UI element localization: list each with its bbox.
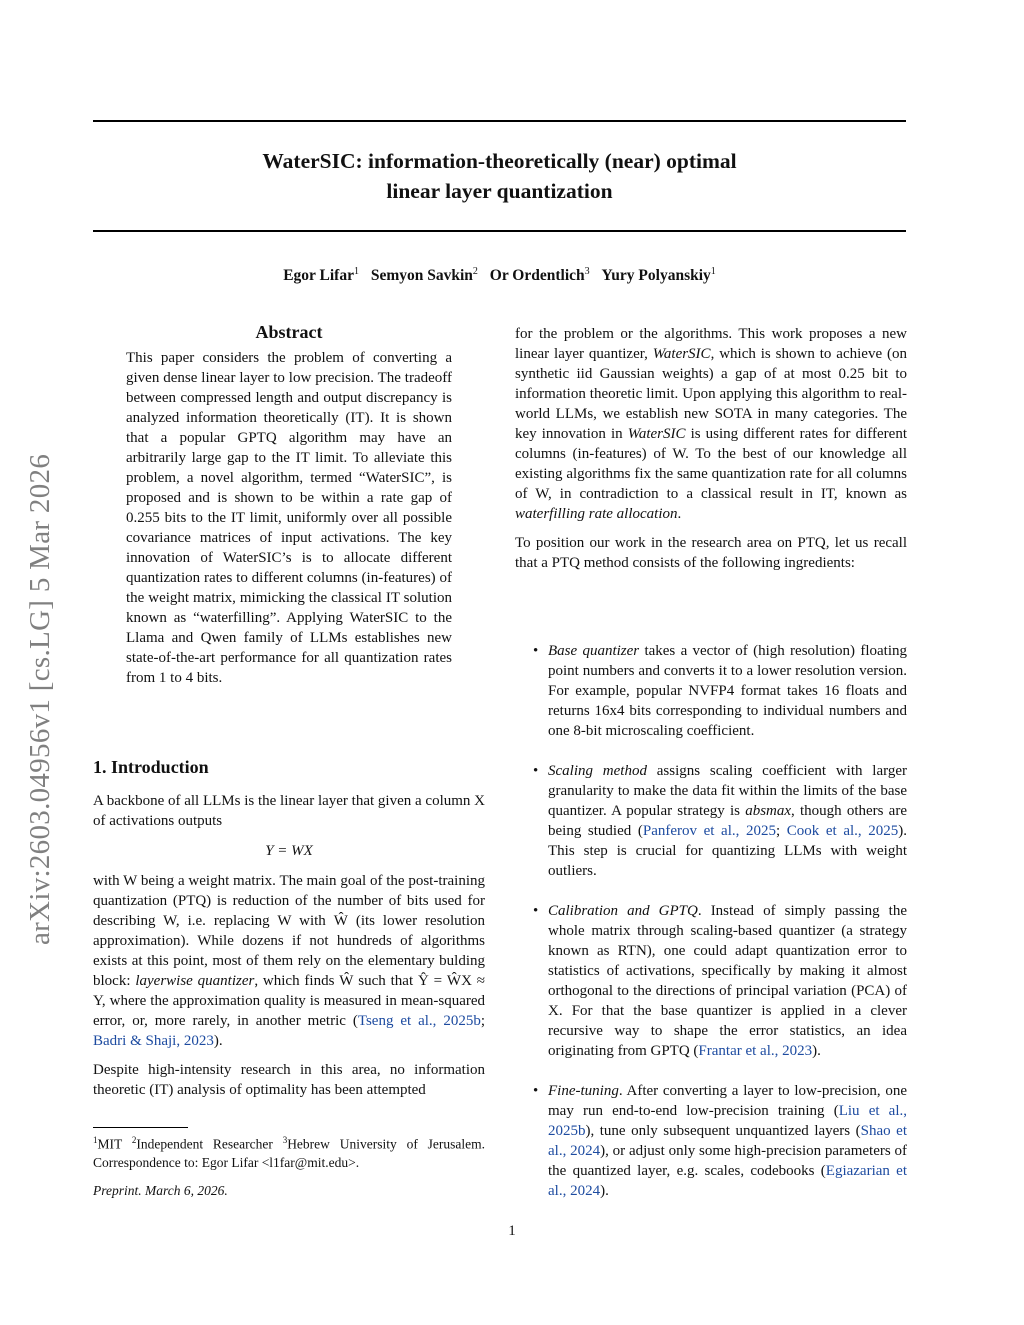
- citation-frantar[interactable]: Frantar et al., 2023: [698, 1043, 813, 1059]
- list-item-calibration-gptq: • Calibration and GPTQ. Instead of simply passing the whole matrix through scaling-based quantizer (a strategy known as RTN), one could adapt quantization error to statistics of activations, specifically by making it almost orthogonal to the directions of principal variation (PCA) of X. For that the base quantizer is applied in a clever recursive way to shape the error statistics, an idea originating from GPTQ (Frantar et al., 2023).: [533, 901, 907, 1061]
- intro-paragraph-1: A backbone of all LLMs is the linear layer that given a column X of activations outputs: [93, 793, 485, 829]
- citation-tseng[interactable]: Tseng et al., 2025b: [357, 1013, 481, 1029]
- citation-cook[interactable]: Cook et al., 2025: [786, 823, 899, 839]
- list-item-base-quantizer: • Base quantizer takes a vector of (high resolution) floating point numbers and converts it to a lower resolution version. For example, popular NVFP4 format takes 16 floats and returns 16x4 bits corresponding to individual numbers and one 8-bit microscaling coefficient.: [533, 641, 907, 741]
- page-number: 1: [508, 1223, 516, 1239]
- citation-egiazarian[interactable]: Egiazarian et al., 2024: [548, 1163, 908, 1199]
- citation-liu[interactable]: Liu et al., 2025b: [548, 1103, 907, 1139]
- affiliation-footnote: $^1$MIT $^2$Independent Researcher $^3$Hebrew University of Jerusalem. Correspondence to: Egor Lifar <l1far@mit.edu>.: [93, 1135, 485, 1170]
- right-paragraph-2: To position our work in the research area on PTQ, let us recall that a PTQ method consists of the following ingredients:: [515, 535, 907, 571]
- citation-panferov[interactable]: Panferov et al., 2025: [642, 823, 776, 839]
- author-2: Semyon Savkin$^2$: [370, 266, 478, 285]
- abstract-body: [126, 348, 452, 688]
- title-bottom-rule: [93, 230, 906, 232]
- footnote-rule: [93, 1127, 188, 1128]
- abstract-heading: Abstract: [255, 322, 323, 342]
- paper-title: [93, 146, 906, 206]
- abstract-text: This paper considers the problem of converting a given dense linear layer to low precision. The tradeoff between compressed length and output discrepancy is analyzed information theoretically (IT). It is shown that a popular GPTQ algorithm may have an arbitrarily large gap to the IT limit. To alleviate this problem, a novel algorithm, termed “WaterSIC”, is proposed and is shown to be within a rate gap of 0.255 bits to the IT limit, uniformly over all possible covariance matrices of input activations. The key innovation of WaterSIC’s is to allocate different quantization rates to different columns (in-features) of the weight matrix, mimicking the classical IT solution known as “waterfilling”. Applying WaterSIC to the Llama and Qwen family of LLMs establishes new state-of-the-art performance for all quantization rates from 1 to 4 bits.: [126, 350, 452, 686]
- author-list: [93, 266, 906, 285]
- right-paragraph-1: for the problem or the algorithms. This work proposes a new linear layer quantizer, WaterSIC, which is shown to achieve (on synthetic iid Gaussian weights) a gap of at most 0.25 bit to information theoretic limit. Upon applying this algorithm to real-world LLMs, we establish new SOTA in many categories. The key innovation in WaterSIC is using different rates for different columns (in-features) of W. To the best of our knowledge all existing algorithms fix the same quantization rate for all columns of W, in contradiction to a classical result in IT, known as waterfilling rate allocation.: [515, 326, 908, 522]
- author-1: Egor Lifar$^1$: [283, 266, 359, 285]
- title-line-1: WaterSIC: information-theoretically (near) optimal: [262, 149, 737, 173]
- preprint-date: Preprint. March 6, 2026.: [93, 1183, 228, 1198]
- list-item-scaling-method: • Scaling method assigns scaling coefficient with larger granularity to make the data fit within the limits of the base quantizer. A popular strategy is absmax, though others are being studied (Panferov et al., 2025; Cook et al., 2025). This step is crucial for quantizing LLMs with weight outliers.: [533, 761, 907, 881]
- author-3: Or Ordentlich$^3$: [489, 266, 590, 285]
- section-heading-introduction: 1. Introduction: [93, 757, 209, 777]
- arxiv-identifier: arXiv:2603.04956v1 [cs.LG] 5 Mar 2026: [24, 453, 56, 945]
- right-column-body: [515, 324, 907, 573]
- introduction-body: [93, 791, 485, 1100]
- citation-shao[interactable]: Shao et al., 2024: [548, 1123, 908, 1159]
- author-4: Yury Polyanskiy$^1$: [601, 266, 716, 285]
- citation-badri-shaji[interactable]: Badri & Shaji, 2023: [93, 1033, 214, 1049]
- ptq-ingredients-list: [533, 641, 907, 1221]
- intro-paragraph-3: Despite high-intensity research in this area, no information theoretic (IT) analysis of optimality has been attempted: [93, 1062, 485, 1098]
- equation-y-wx: Y = WX: [265, 843, 313, 859]
- title-top-rule: [93, 120, 906, 122]
- intro-paragraph-2: with W being a weight matrix. The main goal of the post-training quantization (PTQ) is reduction of the number of bits used for describing W, i.e. replacing W with Ŵ (its lower resolution approximation). While dozens if not hundreds of algorithms exists at this point, most of them rely on the elementary bulding block: layerwise quantizer, which finds Ŵ such that Ŷ = ŴX ≈ Y, where the approximation quality is measured in mean-squared error, or, more rarely, in another metric (Tseng et al., 2025b; Badri & Shaji, 2023).: [93, 873, 485, 1049]
- title-line-2: linear layer quantization: [386, 179, 613, 203]
- list-item-fine-tuning: • Fine-tuning. After converting a layer to low-precision, one may run end-to-end low-precision training (Liu et al., 2025b), tune only subsequent unquantized layers (Shao et al., 2024), or adjust only some high-precision parameters of the quantized layer, e.g. scales, codebooks (Egiazarian et al., 2024).: [533, 1081, 907, 1201]
